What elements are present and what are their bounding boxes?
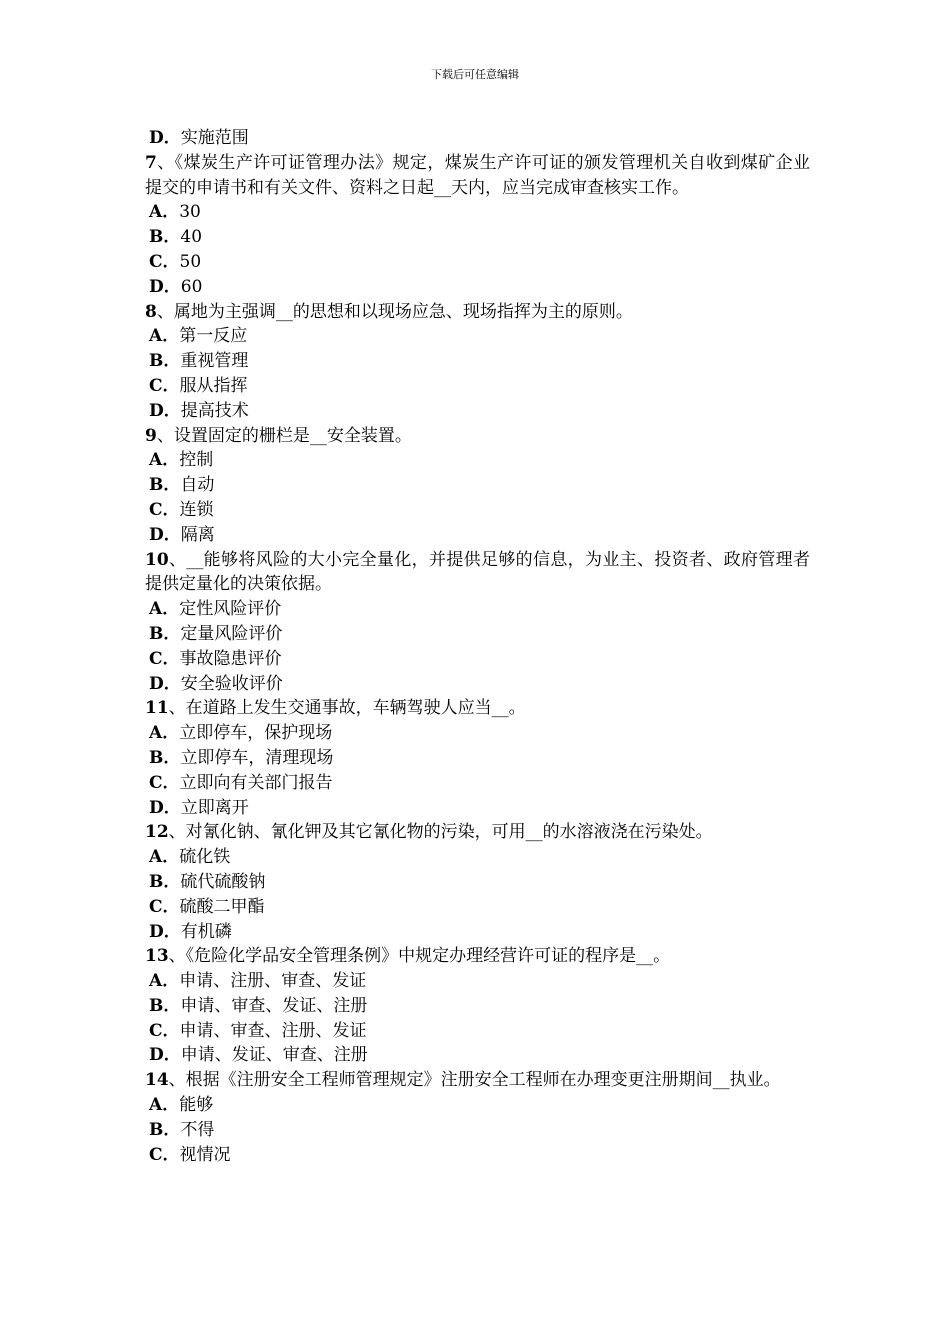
answer-option (145, 126, 810, 151)
option-letter: D． (149, 524, 181, 545)
answer-option (145, 349, 810, 374)
option-letter: C． (149, 1020, 180, 1041)
option-letter: A． (149, 723, 180, 744)
option-letter: B． (149, 623, 181, 644)
option-text: 立即停车，清理现场 (180, 747, 334, 768)
answer-option (145, 647, 810, 672)
option-text: 视情况 (179, 1144, 231, 1165)
option-letter: C． (149, 375, 180, 396)
answer-option (145, 1043, 810, 1068)
option-letter: C． (149, 772, 180, 793)
option-letter: B． (149, 747, 181, 768)
option-letter: C． (149, 896, 180, 917)
option-letter: A． (149, 202, 180, 223)
answer-option (145, 920, 810, 945)
question-text (145, 424, 810, 449)
option-letter: B． (149, 475, 181, 496)
option-letter: A． (149, 599, 180, 620)
answer-option (145, 622, 810, 647)
answer-option (145, 200, 810, 225)
answer-option (145, 1093, 810, 1118)
answer-option (145, 1019, 810, 1044)
question-body: 、《煤炭生产许可证管理办法》规定，煤炭生产许可证的颁发管理机关自收到煤矿企业提交的申请书和有关文件、资料之日起__天内，应当完成审查核实工作。 (145, 152, 810, 198)
option-text: 申请、注册、审查、发证 (179, 971, 367, 992)
option-letter: A． (149, 847, 180, 868)
question-body: 、根据《注册安全工程师管理规定》注册安全工程师在办理变更注册期间__执业。 (168, 1070, 781, 1091)
option-letter: A． (149, 450, 180, 471)
answer-option (145, 1118, 810, 1143)
option-text: 50 (179, 251, 202, 272)
option-text: 实施范围 (180, 128, 249, 148)
answer-option (145, 1143, 810, 1168)
option-text: 30 (179, 202, 201, 223)
question-number: 8 (145, 301, 157, 322)
question-text (145, 820, 810, 845)
option-letter: D． (149, 797, 181, 818)
answer-option (145, 275, 810, 300)
option-text: 有机磷 (180, 921, 232, 942)
option-letter: D． (149, 276, 181, 297)
option-text: 申请、审查、发证、注册 (180, 995, 368, 1016)
question-number: 12 (145, 822, 169, 843)
question-number: 10 (145, 549, 169, 570)
option-text: 提高技术 (180, 400, 249, 421)
answer-option (145, 746, 810, 771)
option-letter: B． (149, 351, 181, 372)
option-letter: C． (149, 251, 180, 272)
answer-option (145, 969, 810, 994)
answer-option (145, 250, 810, 275)
answer-option (145, 845, 810, 870)
answer-option (145, 374, 810, 399)
option-text: 控制 (179, 450, 214, 471)
document-body (145, 126, 810, 1167)
option-letter: D． (149, 1045, 181, 1066)
option-letter: A． (149, 971, 180, 992)
answer-option (145, 994, 810, 1019)
option-text: 立即向有关部门报告 (179, 772, 333, 793)
option-letter: D． (149, 400, 181, 421)
page-header: 下载后可任意编辑 (431, 68, 519, 81)
option-letter: B． (149, 995, 181, 1016)
question-number: 11 (145, 698, 169, 719)
answer-option (145, 870, 810, 895)
option-letter: C． (149, 499, 180, 520)
question-text (145, 944, 810, 969)
question-body: 、__能够将风险的大小完全量化，并提供足够的信息，为业主、投资者、政府管理者提供定量化的决策依据。 (145, 549, 810, 595)
question-body: 、设置固定的栅栏是__安全装置。 (156, 425, 412, 446)
answer-option (145, 498, 810, 523)
question-text (145, 696, 810, 721)
option-letter: B． (149, 227, 181, 248)
option-letter: A． (149, 1095, 180, 1116)
option-letter: C． (149, 1144, 180, 1165)
option-text: 连锁 (179, 499, 214, 520)
option-letter: D． (149, 921, 181, 942)
option-letter: D． (149, 673, 181, 694)
option-text: 隔离 (180, 524, 215, 545)
answer-option (145, 597, 810, 622)
answer-option (145, 771, 810, 796)
option-text: 定性风险评价 (179, 599, 282, 620)
option-text: 不得 (180, 1119, 215, 1140)
option-text: 第一反应 (179, 326, 248, 347)
option-text: 立即停车，保护现场 (179, 723, 333, 744)
answer-option (145, 721, 810, 746)
question-number: 9 (145, 425, 157, 446)
question-body: 、《危险化学品安全管理条例》中规定办理经营许可证的程序是__。 (168, 946, 671, 967)
option-letter: B． (149, 1119, 181, 1140)
answer-option (145, 672, 810, 697)
answer-option (145, 448, 810, 473)
option-text: 定量风险评价 (180, 623, 283, 644)
option-text: 自动 (180, 475, 215, 496)
answer-option (145, 796, 810, 821)
question-number: 14 (145, 1070, 169, 1091)
answer-option (145, 523, 810, 548)
option-text: 服从指挥 (179, 375, 248, 396)
answer-option (145, 324, 810, 349)
option-letter: D． (149, 128, 181, 148)
answer-option (145, 225, 810, 250)
option-text: 硫酸二甲酯 (179, 896, 265, 917)
option-text: 申请、发证、审查、注册 (180, 1045, 368, 1066)
option-letter: B． (149, 871, 181, 892)
option-text: 60 (180, 276, 203, 297)
question-text (145, 151, 810, 201)
question-number: 7 (145, 152, 157, 173)
option-letter: C． (149, 648, 180, 669)
option-text: 硫代硫酸钠 (180, 871, 266, 892)
question-body: 、属地为主强调__的思想和以现场应急、现场指挥为主的原则。 (156, 301, 633, 322)
option-letter: A． (149, 326, 180, 347)
option-text: 40 (180, 227, 203, 248)
question-text (145, 1068, 810, 1093)
option-text: 能够 (179, 1095, 214, 1116)
question-number: 13 (145, 946, 169, 967)
option-text: 硫化铁 (179, 847, 231, 868)
question-body: 、在道路上发生交通事故，车辆驾驶人应当__。 (168, 698, 526, 719)
option-text: 安全验收评价 (180, 673, 283, 694)
answer-option (145, 895, 810, 920)
answer-option (145, 399, 810, 424)
question-body: 、对氰化钠、氰化钾及其它氰化物的污染，可用__的水溶液浇在污染处。 (168, 822, 713, 843)
answer-option (145, 473, 810, 498)
option-text: 事故隐患评价 (179, 648, 282, 669)
option-text: 立即离开 (180, 797, 249, 818)
option-text: 申请、审查、注册、发证 (179, 1020, 367, 1041)
question-text (145, 300, 810, 325)
question-text (145, 548, 810, 598)
option-text: 重视管理 (180, 351, 249, 372)
